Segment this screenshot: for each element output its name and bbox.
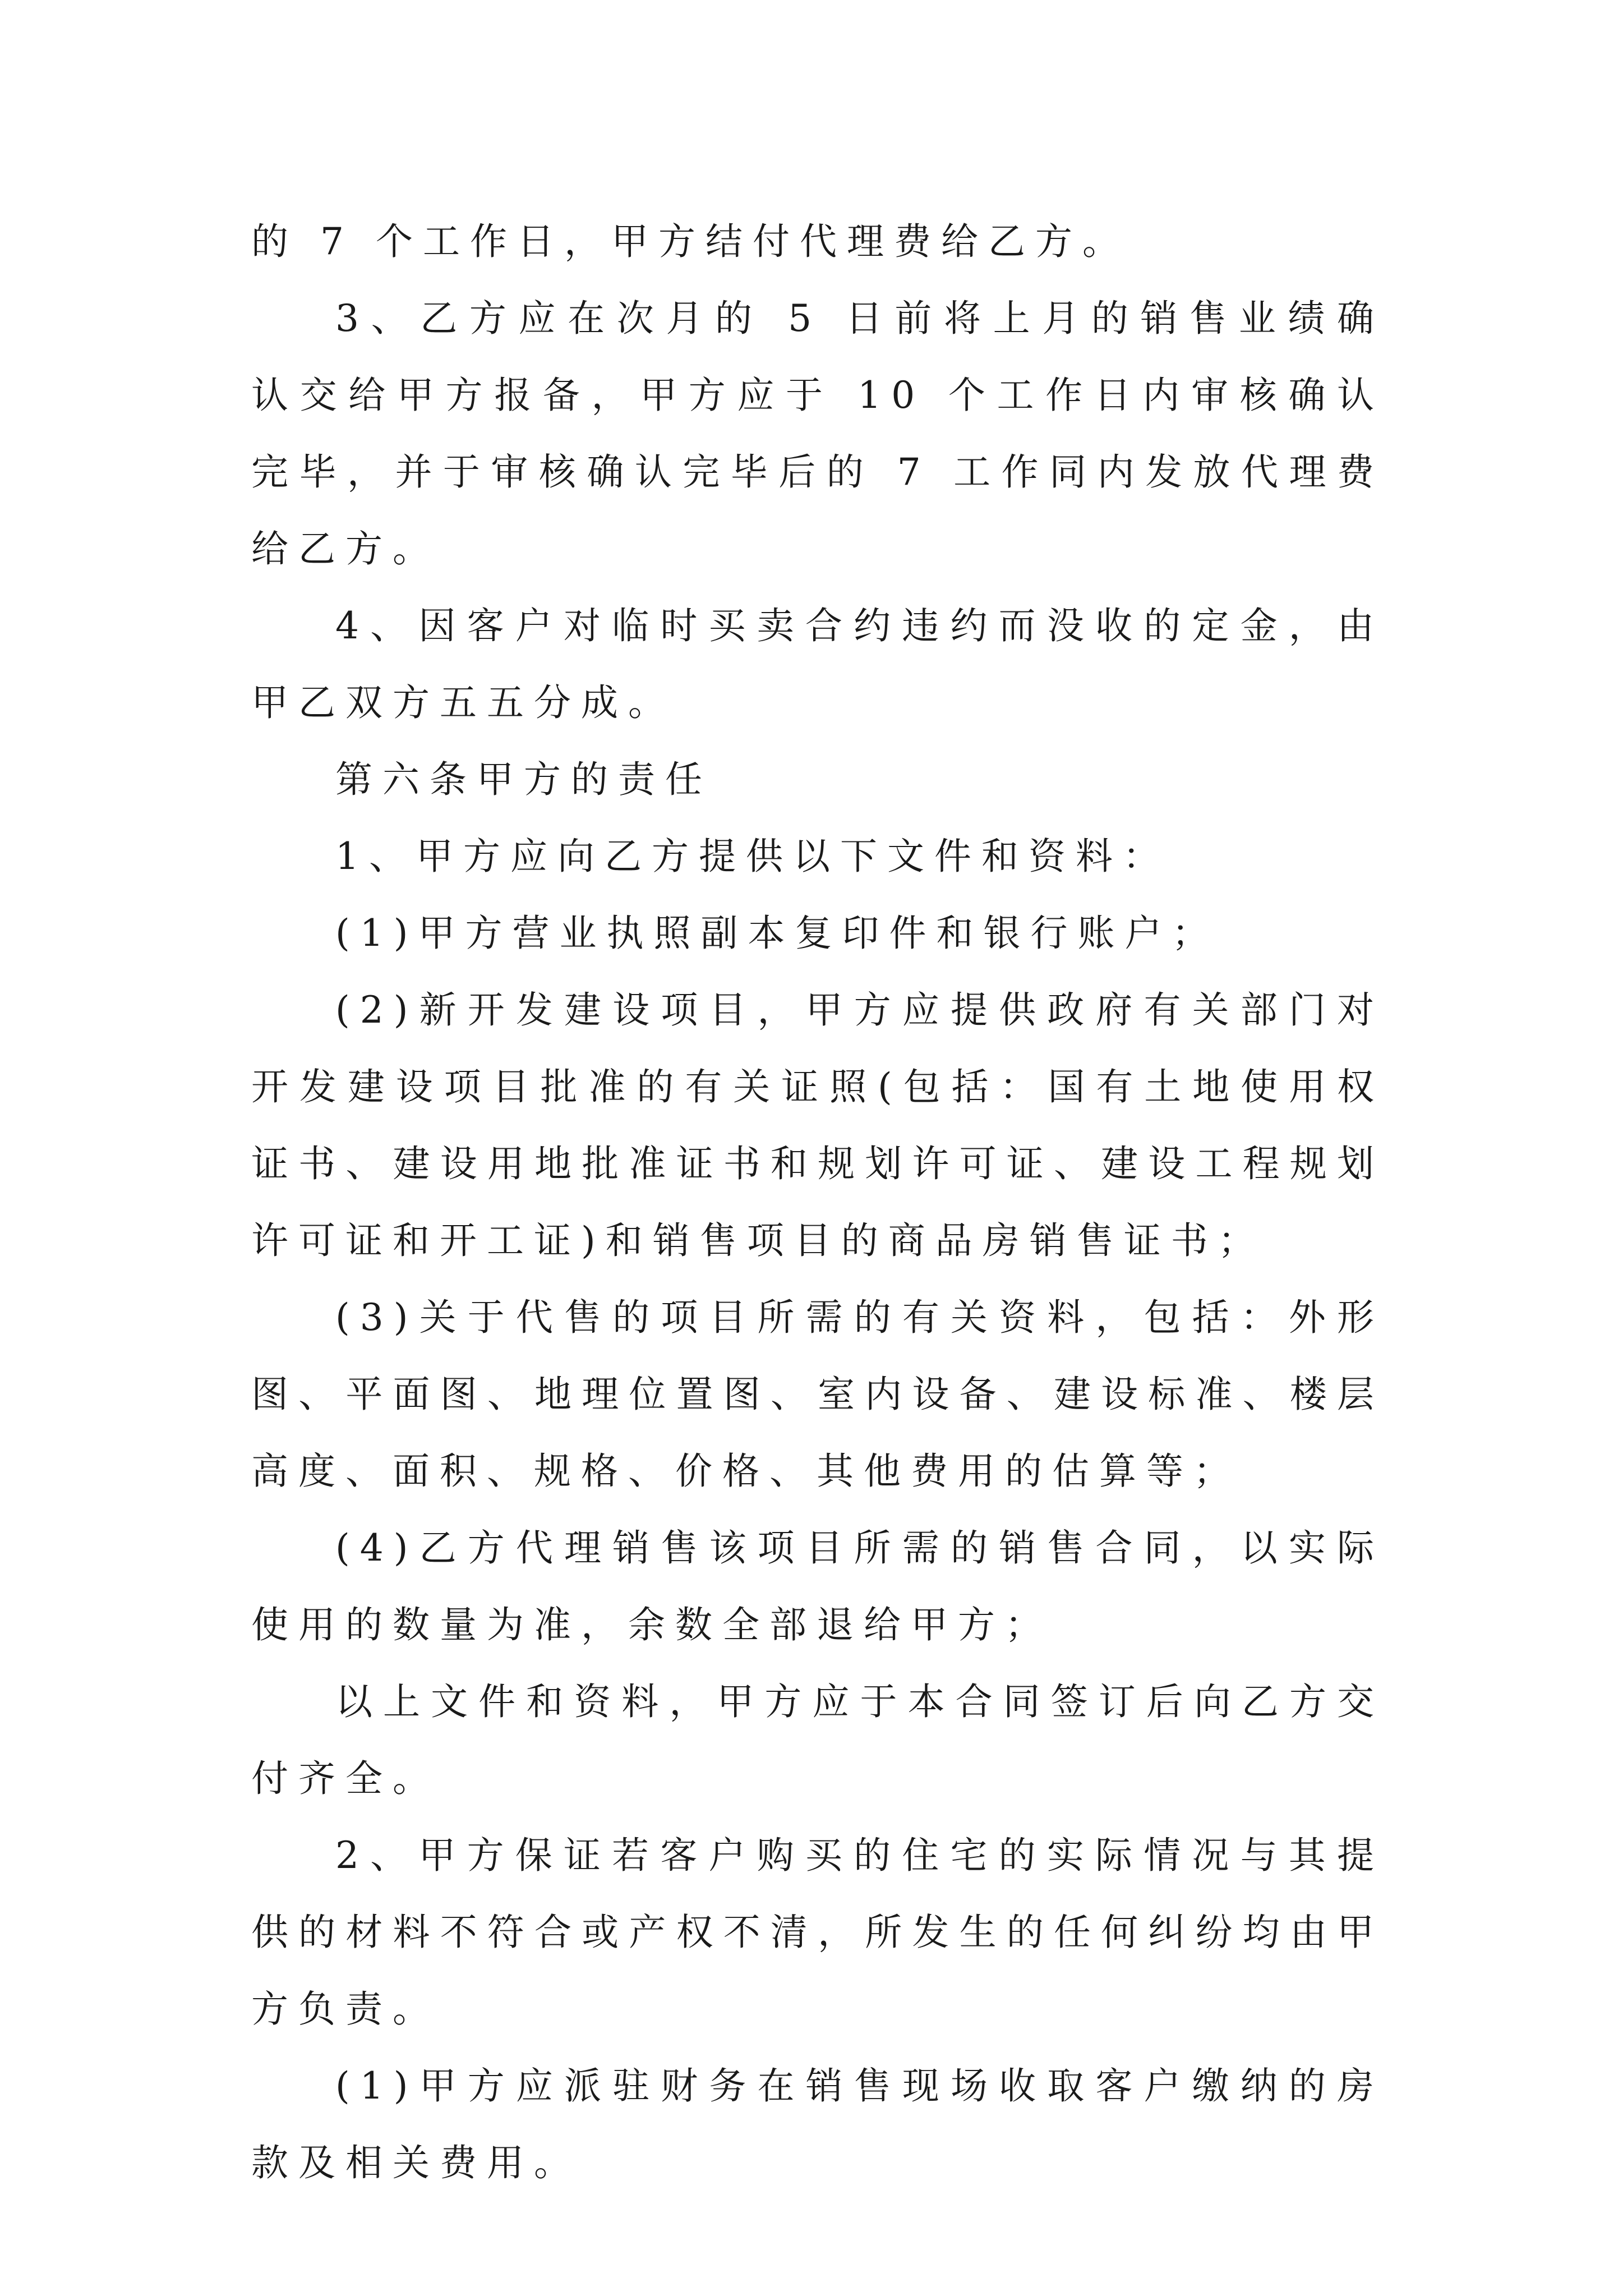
paragraph-item-1: 1、甲方应向乙方提供以下文件和资料： [335, 835, 1170, 878]
document-body [251, 203, 1384, 2201]
paragraph-item-2: 2、甲方保证若客户购买的住宅的实际情况与其提供的材料不符合或产权不清，所发生的任何纠纷均由甲方负责。 [251, 1834, 1384, 2031]
sub-item-1: (1)甲方营业执照副本复印件和银行账户； [335, 912, 1219, 955]
sub-item-1-finance: (1)甲方应派驻财务在销售现场收取客户缴纳的房款及相关费用。 [251, 2064, 1384, 2184]
sub-item-2: (2)新开发建设项目，甲方应提供政府有关部门对开发建设项目批准的有关证照(包括：国有土地使用权证书、建设用地批准证书和规划许可证、建设工程规划许可证和开工证)和销售项目的商品房销售证书； [251, 988, 1384, 1262]
section-heading-article-6: 第六条甲方的责任 [335, 758, 712, 801]
paragraph-item-3: 3、乙方应在次月的 5 日前将上月的销售业绩确认交给甲方报备，甲方应于 10 个工作日内审核确认完毕，并于审核确认完毕后的 7 工作同内发放代理费给乙方。 [251, 297, 1384, 570]
paragraph-item-4: 4、因客户对临时买卖合约违约而没收的定金，由甲乙双方五五分成。 [251, 604, 1384, 724]
paragraph-summary: 以上文件和资料，甲方应于本合同签订后向乙方交付齐全。 [251, 1680, 1384, 1800]
sub-item-3: (3)关于代售的项目所需的有关资料，包括：外形图、平面图、地理位置图、室内设备、建设标准、楼层高度、面积、规格、价格、其他费用的估算等； [251, 1296, 1384, 1493]
paragraph-continuation: 的 7 个工作日，甲方结付代理费给乙方。 [251, 220, 1129, 263]
sub-item-4: (4)乙方代理销售该项目所需的销售合同，以实际使用的数量为准，余数全部退给甲方； [251, 1526, 1384, 1646]
